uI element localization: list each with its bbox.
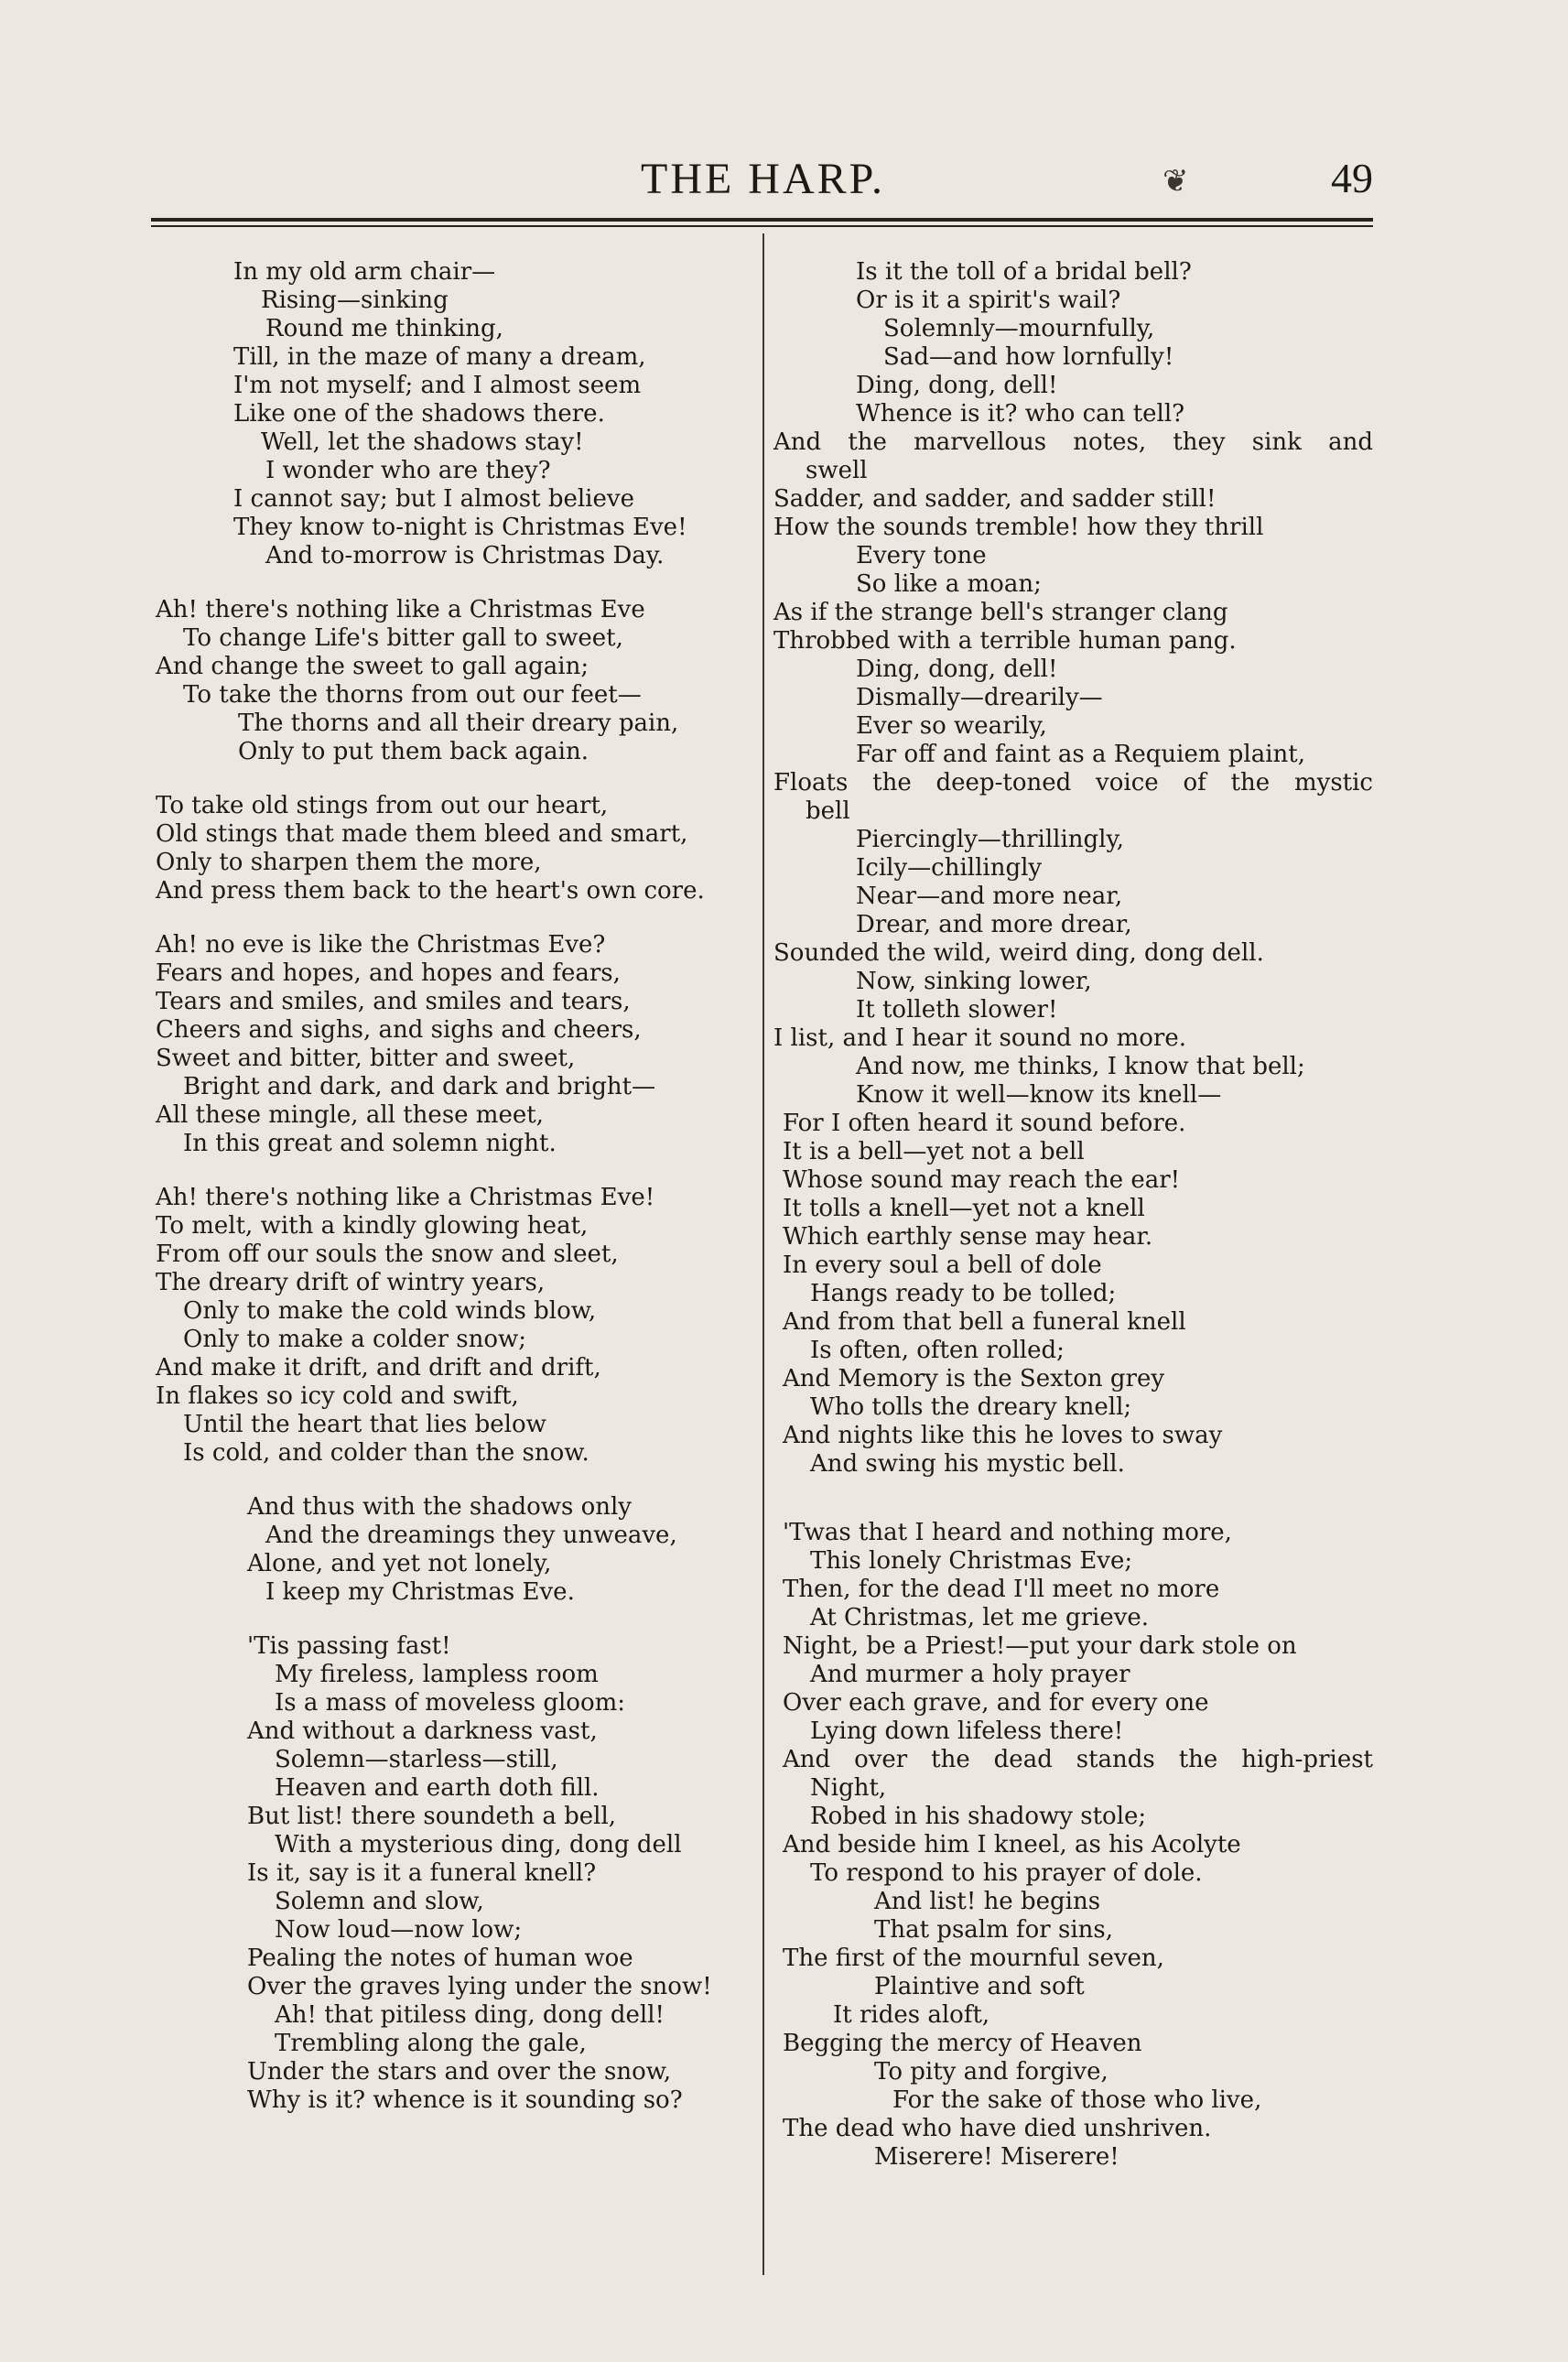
poem-line: That psalm for sins,	[874, 1916, 1114, 1944]
stanza-gap	[151, 1607, 755, 1632]
poem-line: Near—and more near,	[856, 883, 1123, 910]
poem-line: In flakes so icy cold and swift,	[156, 1382, 519, 1410]
right-column	[769, 258, 1382, 2172]
poem-line: Fears and hopes, and hopes and fears,	[156, 959, 621, 987]
poem-line: Miserere! Miserere!	[874, 2143, 1119, 2171]
poem-line: Sounded the wild, weird ding, dong dell.	[773, 939, 1264, 967]
stanza-gap	[151, 766, 755, 792]
poem-line: And press them back to the heart's own core.	[156, 877, 705, 905]
poem-line: Know it well—know its knell—	[856, 1081, 1222, 1109]
poem-line: Drear, and more drear,	[856, 911, 1132, 938]
poem-line: Bright and dark, and dark and bright—	[183, 1073, 656, 1100]
poem-line: And make it drift, and drift and drift,	[156, 1354, 601, 1381]
poem-line: Until the heart that lies below	[183, 1411, 546, 1438]
poem-line: I keep my Christmas Eve.	[265, 1578, 575, 1606]
poem-line: I wonder who are they?	[265, 457, 551, 484]
poem-line: Ever so wearily,	[856, 712, 1047, 740]
page-header	[151, 154, 1373, 209]
poem-line: Pealing the notes of human woe	[247, 1945, 633, 1972]
poem-line: It rides aloft,	[833, 2001, 990, 2029]
poem-line: The dreary drift of wintry years,	[156, 1269, 546, 1296]
poem-line: To melt, with a kindly glowing heat,	[156, 1212, 589, 1240]
poem-line: Sad—and how lornfully!	[883, 343, 1174, 371]
poem-line: Solemn—starless—still,	[275, 1746, 558, 1773]
poem-line: Ding, dong, dell!	[856, 372, 1058, 399]
poem-line: So like a moan;	[856, 570, 1042, 598]
poem-line: Solemn and slow,	[275, 1888, 484, 1915]
poem-line: How the sounds tremble! how they thrill	[773, 514, 1264, 541]
poem-line: Is it the toll of a bridal bell?	[856, 258, 1192, 286]
poem-line: 'Tis passing fast!	[247, 1632, 451, 1660]
poem-line: Only to make a colder snow;	[183, 1326, 527, 1353]
poem-line: And beside him I kneel, as his Acolyte	[783, 1831, 1241, 1858]
poem-line: Cheers and sighs, and sighs and cheers,	[156, 1016, 642, 1044]
poem-line: Sadder, and sadder, and sadder still!	[773, 485, 1217, 513]
poem-line: Alone, and yet not lonely,	[247, 1550, 552, 1577]
poem-line: Well, let the shadows stay!	[261, 428, 584, 456]
page-title: THE HARP.	[641, 155, 886, 203]
poem-line: Or is it a spirit's wail?	[856, 287, 1121, 314]
poem-line: In this great and solemn night.	[183, 1130, 557, 1157]
poem-line: And the dreamings they unweave,	[265, 1522, 677, 1549]
header-rule	[151, 218, 1373, 222]
poem-line: Under the stars and over the snow,	[247, 2058, 672, 2086]
poem-line: I'm not myself; and I almost seem	[233, 372, 642, 399]
poem-line: And to-morrow is Christmas Day.	[265, 542, 665, 569]
poem-line: The dead who have died unshriven.	[783, 2115, 1212, 2142]
poem-line: Night,	[810, 1774, 887, 1802]
stanza-gap	[151, 570, 755, 596]
poem-line: To take old stings from out our heart,	[156, 792, 609, 819]
poem-line: Heaven and earth doth fill.	[275, 1774, 600, 1802]
poem-line: For the sake of those who live,	[892, 2086, 1262, 2114]
poem-line: Ah! there's nothing like a Christmas Eve!	[156, 1184, 655, 1211]
poem-line: And now, me thinks, I know that bell;	[856, 1053, 1305, 1080]
poem-line: Who tolls the dreary knell;	[810, 1393, 1132, 1421]
poem-line: Is it, say is it a funeral knell?	[247, 1859, 597, 1887]
poem-line: To change Life's bitter gall to sweet,	[183, 624, 623, 652]
poem-line: Begging the mercy of Heaven	[783, 2030, 1142, 2057]
poem-line: Solemnly—mournfully,	[883, 315, 1155, 342]
stanza-gap	[151, 1468, 755, 1493]
poem-line: Whose sound may reach the ear!	[783, 1166, 1181, 1194]
poem-line: In my old arm chair—	[233, 258, 496, 286]
poem-line: Only to put them back again.	[238, 738, 589, 765]
poem-line: Over each grave, and for every one	[783, 1689, 1209, 1717]
poem-line: And from that bell a funeral knell	[783, 1308, 1186, 1336]
poem-line: swell	[806, 457, 868, 484]
poem-line: Piercingly—thrillingly,	[856, 826, 1124, 853]
poem-line: For I often heard it sound before.	[783, 1110, 1186, 1137]
poem-line: From off our souls the snow and sleet,	[156, 1241, 619, 1268]
poem-line: Night, be a Priest!—put your dark stole on	[783, 1632, 1297, 1660]
poem-line: Plaintive and soft	[874, 1973, 1085, 2000]
poem-line: Only to make the cold winds blow,	[183, 1297, 597, 1325]
poem-line: Every tone	[856, 542, 987, 569]
ornament-icon: ❦	[1162, 163, 1189, 200]
poem-line: Now, sinking lower,	[856, 968, 1092, 995]
poem-line: And the marvellous notes, they sink and	[773, 428, 1373, 456]
poem-line: Old stings that made them bleed and smart,	[156, 820, 688, 848]
poem-line: Dismally—drearily—	[856, 684, 1103, 711]
poem-line: In every soul a bell of dole	[783, 1251, 1102, 1279]
poem-line: To take the thorns from out our feet—	[183, 681, 642, 709]
poem-line: Ding, dong, dell!	[856, 656, 1058, 683]
poem-line: Lying down lifeless there!	[810, 1717, 1124, 1745]
poem-line: Robed in his shadowy stole;	[810, 1803, 1147, 1830]
page-number: 49	[1331, 155, 1373, 201]
poem-line: Is often, often rolled;	[810, 1337, 1065, 1364]
poem-line: This lonely Christmas Eve;	[810, 1547, 1133, 1575]
poem-line: Which earthly sense may hear.	[783, 1223, 1153, 1251]
poem-line: Till, in the maze of many a dream,	[233, 343, 646, 371]
poem-line: They know to-night is Christmas Eve!	[233, 514, 687, 541]
poem-line: Ah! no eve is like the Christmas Eve?	[156, 931, 606, 959]
poem-line: Like one of the shadows there.	[233, 400, 605, 428]
poem-line: It is a bell—yet not a bell	[783, 1138, 1085, 1165]
column-divider	[762, 233, 764, 2275]
poem-line: The first of the mournful seven,	[783, 1945, 1164, 1972]
poem-line: Whence is it? who can tell?	[856, 400, 1185, 428]
poem-line: Over the graves lying under the snow!	[247, 1973, 712, 2000]
poem-line: Floats the deep-toned voice of the mystic	[773, 769, 1373, 796]
poem-line: I list, and I hear it sound no more.	[773, 1024, 1186, 1052]
poem-line: Now loud—now low;	[275, 1916, 523, 1944]
poem-line: All these mingle, all these meet,	[156, 1101, 544, 1129]
poem-line: Hangs ready to be tolled;	[810, 1280, 1117, 1307]
poem-line: Ah! there's nothing like a Christmas Eve	[156, 596, 645, 623]
poem-line: Is a mass of moveless gloom:	[275, 1689, 626, 1717]
poem-line: And Memory is the Sexton grey	[783, 1365, 1165, 1392]
poem-line: bell	[806, 797, 850, 825]
poem-line: Far off and faint as a Requiem plaint,	[856, 741, 1305, 768]
poem-line: It tolls a knell—yet not a knell	[783, 1195, 1145, 1222]
header-rule-thin	[151, 225, 1373, 227]
stanza-gap	[151, 1158, 755, 1184]
poem-line: Why is it? whence is it sounding so?	[247, 2086, 683, 2114]
poem-line: To respond to his prayer of dole.	[810, 1859, 1203, 1887]
poem-line: Icily—chillingly	[856, 854, 1043, 882]
poem-line: Sweet and bitter, bitter and sweet,	[156, 1045, 576, 1072]
poem-line: Tears and smiles, and smiles and tears,	[156, 988, 631, 1015]
poem-line: With a mysterious ding, dong dell	[275, 1831, 682, 1858]
poem-line: At Christmas, let me grieve.	[810, 1604, 1150, 1631]
stanza-gap	[769, 1479, 1382, 1519]
poem-line: It tolleth slower!	[856, 996, 1058, 1024]
poem-line: And change the sweet to gall again;	[156, 653, 589, 680]
poem-line: 'Twas that I heard and nothing more,	[783, 1519, 1232, 1546]
poem-line: The thorns and all their dreary pain,	[238, 710, 679, 737]
poem-line: Throbbed with a terrible human pang.	[773, 627, 1237, 655]
poem-line: Trembling along the gale,	[275, 2030, 587, 2057]
poem-line: Ah! that pitiless ding, dong dell!	[275, 2001, 665, 2029]
poem-line: To pity and forgive,	[874, 2058, 1108, 2086]
poem-line: I cannot say; but I almost believe	[233, 485, 634, 513]
poem-line: And thus with the shadows only	[247, 1493, 632, 1521]
poem-line: My fireless, lampless room	[275, 1661, 599, 1688]
stanza-gap	[151, 905, 755, 931]
poem-line: Round me thinking,	[265, 315, 503, 342]
poem-line: But list! there soundeth a bell,	[247, 1803, 617, 1830]
poem-line: And swing his mystic bell.	[810, 1450, 1125, 1478]
poem-line: And nights like this he loves to sway	[783, 1422, 1223, 1449]
left-column	[151, 258, 755, 2115]
poem-line: Is cold, and colder than the snow.	[183, 1439, 589, 1467]
poem-line: Only to sharpen them the more,	[156, 849, 542, 876]
poem-line: And list! he begins	[874, 1888, 1101, 1915]
poem-line: And without a darkness vast,	[247, 1717, 598, 1745]
poem-line: As if the strange bell's stranger clang	[773, 599, 1228, 626]
poem-line: And murmer a holy prayer	[810, 1661, 1130, 1688]
poem-line: Rising—sinking	[261, 287, 449, 314]
poem-line: And over the dead stands the high-priest	[783, 1746, 1373, 1773]
poem-line: Then, for the dead I'll meet no more	[783, 1576, 1220, 1603]
